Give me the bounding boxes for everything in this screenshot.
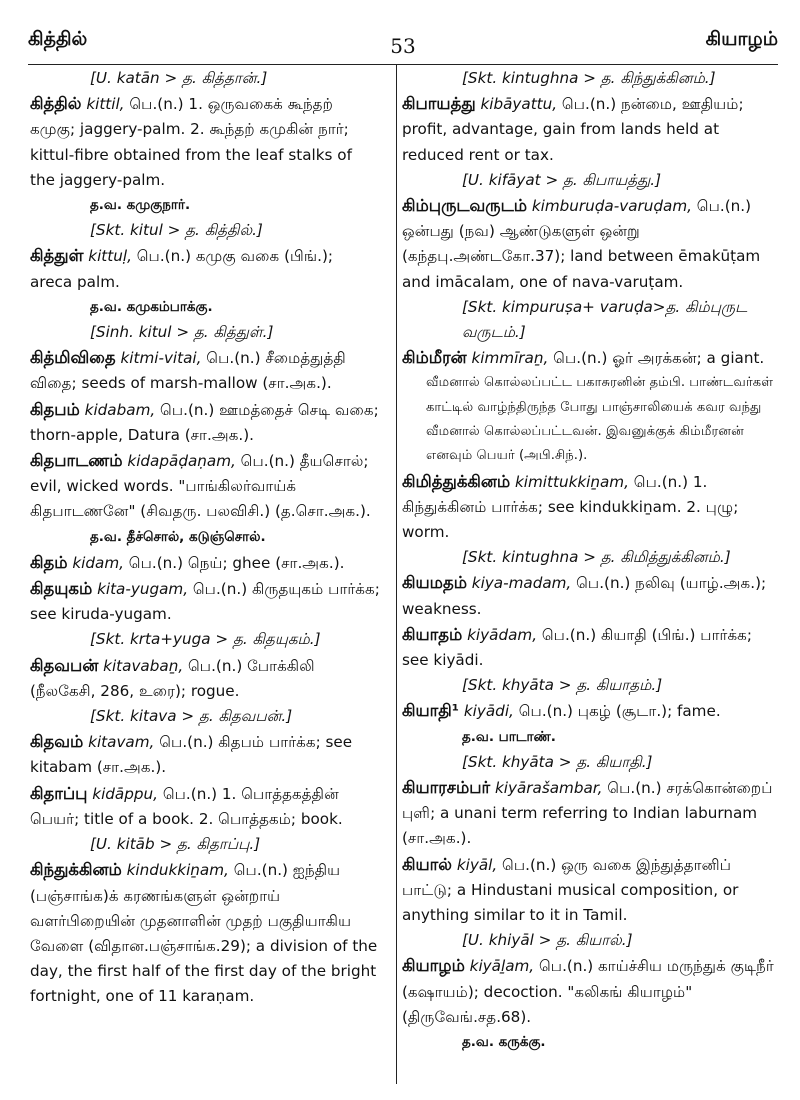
definition: பெ.(n.) ஓர் அரக்கன்; a giant. — [553, 349, 765, 368]
definition: பெ.(n.) நலிவு (யாழ்.அக.); weakness. — [402, 574, 767, 618]
etymology-reference: [Skt. kimpuruṣa+ varuḍa>த. கிம்புருட வருடம்.] — [462, 297, 748, 342]
definition: பெ.(n.) 1. கிந்துக்கினம் பார்க்க; see kindukkiṉam. 2. புழு; worm. — [402, 472, 739, 542]
definition: பெ.(n.) ஒன்பது (நவ) ஆண்டுகளுள் ஒன்று (கந்தபு.அண்டகோ.37); land between ēmakūṭam and imācalam, one of nava-varuṭam. — [402, 197, 761, 291]
etymology-reference: [Skt. kintughna > த. கிந்துக்கினம்.] — [462, 69, 716, 87]
headword: கியாழம் — [402, 956, 465, 976]
transliteration: kitmi-vitai, — [120, 349, 202, 368]
dictionary-entry — [402, 91, 774, 168]
transliteration: kimmīraṉ, — [471, 349, 549, 368]
transliteration: kibāyattu, — [480, 95, 558, 114]
definition: பெ.(n.) கிதபம் பார்க்க; see kitabam (சா.அக.). — [30, 733, 353, 777]
dictionary-entry — [402, 852, 774, 929]
definition: பெ.(n.) 1. பொத்தகத்தின் பெயர்; title of a book. 2. பொத்தகம்; book. — [30, 784, 343, 828]
headword: கிதம் — [30, 552, 68, 572]
transliteration: kittuḷ, — [88, 247, 132, 266]
transliteration: kidabam, — [84, 400, 156, 419]
dictionary-entry — [402, 570, 774, 621]
header-left-guide-word: கித்தில் — [28, 28, 88, 50]
etymology-reference: [U. khiyāl > த. கியால்.] — [462, 931, 633, 950]
definition: பெ.(n.) ஒரு வகை இந்துத்தானிப் பாட்டு; a Hindustani musical composition, or anything similar to it in Tamil. — [402, 855, 739, 925]
dictionary-entry — [30, 653, 380, 704]
definition: பெ.(n.) தீயசொல்; evil, wicked words. "பாங்கிலர்வாய்க் கிதபாடணனே" (சிவதரு. பலவிசி.) (த.சொ.அக.). — [30, 452, 371, 521]
definition: பெ.(n.) சீமைத்துத்தி விதை; seeds of marsh-mallow (சா.அக.). — [30, 349, 346, 393]
dictionary-entry — [30, 550, 380, 576]
transliteration: kidapāḍaṇam, — [127, 452, 236, 471]
headword: கியாதி¹ — [402, 701, 460, 721]
headword: கித்துள் — [30, 246, 84, 266]
etymology-reference: [Skt. khyāta > த. கியாதம்.] — [462, 676, 663, 695]
dictionary-entry — [30, 448, 380, 525]
left-column — [30, 66, 380, 1010]
dictionary-entry — [30, 243, 380, 294]
headword: கிதபாடணம் — [30, 451, 123, 471]
headword: கியாதம் — [402, 624, 463, 644]
etymology-reference: [U. katān > த. கித்தான்.] — [90, 69, 268, 87]
transliteration: kidāppu, — [92, 784, 158, 803]
dictionary-entry — [30, 397, 380, 448]
transliteration: kiyāl, — [456, 855, 498, 874]
header-right-guide-word: கியாழம் — [705, 28, 778, 50]
definition: பெ.(n.) ஐந்திய (பஞ்சாங்க)க் கரணங்களுள் ஒன்றாய் வளர்பிறையின் முதனாளின் முதற் பகுதியாகிய வேளை (விதான.பஞ்சாங்க.29); a division of the day, the first half of the first day of the bright fortnight, one of 11 karaṇam. — [30, 861, 378, 1006]
dictionary-entry — [402, 345, 774, 371]
dictionary-entry — [30, 576, 380, 627]
etymology-reference: [Sinh. kitul > த. கித்துள்.] — [90, 323, 274, 342]
entry-note: வீமனால் கொல்லப்பட்ட பகாசுரனின் தம்பி. பாண்டவர்கள் காட்டில் வாழ்ந்திருந்த போது பாஞ்சாலியைக் கவர வந்து வீமனால் கொல்லப்பட்டவன். இவனுக்குக் கிம்மீரனன் எனவும் பெயர் (அபி.சிந்.). — [426, 375, 774, 464]
right-column — [402, 66, 774, 1055]
dictionary-entry — [30, 781, 380, 832]
transliteration: kindukkiṉam, — [126, 861, 229, 880]
etymology-reference: [Skt. kintughna > த. கிமித்துக்கினம்.] — [462, 548, 731, 567]
tamil-equivalent: த.வ. பாடாண். — [462, 728, 556, 745]
headword: கிம்மீரன் — [402, 348, 467, 368]
headword: கிதவபன் — [30, 655, 99, 675]
transliteration: kitavabaṉ, — [103, 656, 184, 675]
transliteration: kimittukkiṉam, — [515, 472, 629, 491]
etymology-reference: [U. kifāyat > த. கிபாயத்து.] — [462, 170, 662, 189]
header-rule — [28, 64, 778, 65]
dictionary-entry — [30, 345, 380, 396]
definition: பெ.(n.) நெய்; ghee (சா.அக.). — [128, 553, 345, 572]
definition: பெ.(n.) போக்கிலி (நீலகேசி, 286, உரை); rogue. — [30, 656, 315, 700]
dictionary-entry — [402, 469, 774, 546]
headword: கிம்புருடவருடம் — [402, 196, 527, 216]
transliteration: kiyādam, — [467, 625, 538, 644]
etymology-reference: [Skt. kitava > த. கிதவபன்.] — [90, 707, 293, 726]
definition: பெ.(n.) கிருதயுகம் பார்க்க; see kiruda-yugam. — [30, 580, 380, 624]
headword: கிதாப்பு — [30, 783, 88, 803]
definition: பெ.(n.) காய்ச்சிய மருந்துக் குடிநீர் (கஷாயம்); decoction. "கலிகங் கியாழம்" (திருவேங்.சத.68). — [402, 957, 774, 1026]
tamil-equivalent: த.வ. தீச்சொல், கடுஞ்சொல். — [90, 528, 266, 545]
page-header — [28, 28, 778, 62]
transliteration: kimburuḍa-varuḍam, — [531, 197, 692, 216]
tamil-equivalent: த.வ. கமுகுநார். — [90, 197, 191, 214]
etymology-reference: [Skt. khyāta > த. கியாதி.] — [462, 752, 653, 771]
headword: கிதயுகம் — [30, 579, 93, 599]
dictionary-entry — [30, 91, 380, 193]
definition: பெ.(n.) 1. ஒருவகைக் கூந்தற் கமுகு; jaggery-palm. 2. கூந்தற் கமுகின் நார்; kittul-fibre obtained from the leaf stalks of the jaggery-palm. — [30, 95, 352, 189]
transliteration: kittil, — [86, 95, 125, 114]
tamil-equivalent: த.வ. கமுகம்பாக்கு. — [90, 298, 213, 315]
headword: கிதவம் — [30, 732, 84, 752]
etymology-reference: [U. kitāb > த. கிதாப்பு.] — [90, 835, 261, 854]
dictionary-entry — [402, 193, 774, 295]
headword: கியால் — [402, 854, 452, 874]
transliteration: kitavam, — [88, 733, 155, 752]
etymology-reference: [Skt. krta+yuga > த. கிதயுகம்.] — [90, 630, 321, 649]
definition: பெ.(n.) ஊமத்தைச் செடி வகை; thorn-apple, Datura (சா.அக.). — [30, 400, 379, 444]
column-divider — [396, 64, 397, 1084]
transliteration: kiyārašambar, — [494, 779, 603, 798]
headword: கிந்துக்கினம் — [30, 860, 122, 880]
headword: கிதபம் — [30, 399, 80, 419]
headword: கியமதம் — [402, 573, 467, 593]
definition: பெ.(n.) சரக்கொன்றைப் புளி; a unani term referring to Indian laburnam (சா.அக.). — [402, 779, 773, 848]
dictionary-entry — [402, 775, 774, 852]
transliteration: kita-yugam, — [97, 580, 189, 599]
headword: கித்மிவிதை — [30, 348, 116, 368]
tamil-equivalent: த.வ. கருக்கு. — [462, 1034, 546, 1051]
dictionary-entry — [402, 953, 774, 1030]
headword: கியாரசம்பர் — [402, 778, 491, 798]
transliteration: kiya-madam, — [471, 574, 572, 593]
definition: பெ.(n.) நன்மை, ஊதியம்; profit, advantage, gain from lands held at reduced rent or tax. — [402, 95, 744, 164]
dictionary-entry — [402, 622, 774, 673]
transliteration: kidam, — [72, 553, 124, 572]
headword: கித்தில் — [30, 94, 82, 114]
transliteration: kiyādi, — [463, 702, 514, 721]
headword: கிபாயத்து — [402, 94, 476, 114]
etymology-reference: [Skt. kitul > த. கித்தில்.] — [90, 221, 263, 240]
dictionary-entry — [402, 698, 774, 724]
dictionary-entry — [30, 857, 380, 1009]
transliteration: kiyāḻam, — [469, 957, 535, 976]
headword: கிமித்துக்கினம் — [402, 471, 511, 491]
page-number: 53 — [390, 34, 416, 58]
definition: பெ.(n.) புகழ் (சூடா.); fame. — [518, 702, 721, 721]
definition: பெ.(n.) கமுகு வகை (பிங்.); areca palm. — [30, 247, 334, 291]
dictionary-entry — [30, 729, 380, 780]
definition: பெ.(n.) கியாதி (பிங்.) பார்க்க; see kiyādi. — [402, 625, 752, 670]
